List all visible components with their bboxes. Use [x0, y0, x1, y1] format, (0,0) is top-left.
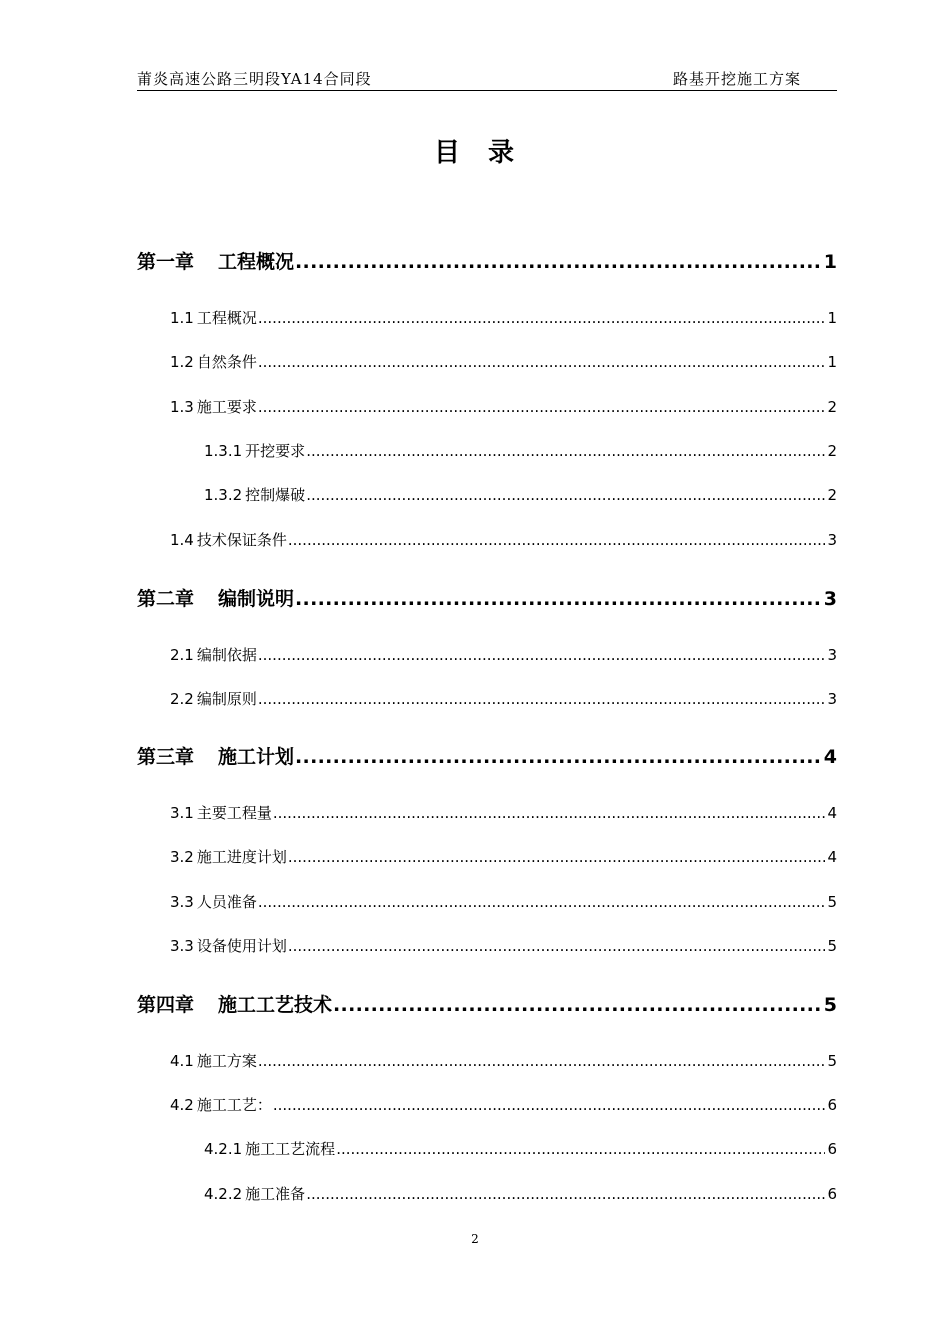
- toc-entry-label: 施工工艺技术: [218, 994, 333, 1016]
- toc-dot-leader: [258, 690, 826, 708]
- toc-dot-leader: [288, 848, 826, 866]
- toc-entry-label: 设备使用计划: [196, 937, 287, 955]
- toc-entry-label: 技术保证条件: [196, 531, 287, 549]
- toc-entry-page: 5: [827, 893, 837, 911]
- toc-entry-number: 3.1: [170, 804, 194, 822]
- toc-entry-page: 3: [827, 690, 837, 708]
- toc-entry-page: 3: [823, 588, 837, 610]
- toc-dot-leader: [333, 994, 822, 1016]
- toc-entry-page: 4: [823, 746, 837, 768]
- toc-entry-label: 施工工艺：: [196, 1096, 272, 1114]
- toc-entry-page: 1: [823, 251, 837, 273]
- toc-entry-4-2-2[interactable]: [204, 1183, 837, 1204]
- toc-entry-page: 4: [827, 848, 837, 866]
- toc-entry-label: 施工要求: [196, 398, 257, 416]
- toc-entry-chapter-3[interactable]: [137, 742, 837, 769]
- toc-entry-number: 4.2: [170, 1096, 194, 1114]
- toc-entry-3-2[interactable]: [170, 846, 837, 867]
- toc-entry-number: 2.1: [170, 646, 194, 664]
- toc-entry-page: 4: [827, 804, 837, 822]
- toc-dot-leader: [288, 937, 826, 955]
- toc-entry-2-1[interactable]: [170, 644, 837, 665]
- toc-entry-number: 4.1: [170, 1052, 194, 1070]
- toc-entry-page: 5: [827, 1052, 837, 1070]
- toc-entry-page: 6: [827, 1140, 837, 1158]
- toc-entry-number: 1.3.2: [204, 486, 243, 504]
- toc-entry-number: 1.2: [170, 353, 194, 371]
- toc-entry-chapter-4[interactable]: [137, 990, 837, 1017]
- toc-entry-number: 第一章: [137, 251, 195, 273]
- toc-entry-label: 控制爆破: [245, 486, 306, 504]
- toc-entry-page: 2: [827, 442, 837, 460]
- toc-dot-leader: [295, 588, 822, 610]
- toc-entry-page: 6: [827, 1185, 837, 1203]
- toc-entry-label: 编制原则: [196, 690, 257, 708]
- toc-entry-label: 施工进度计划: [196, 848, 287, 866]
- toc-dot-leader: [336, 1140, 825, 1158]
- toc-entry-page: 6: [827, 1096, 837, 1114]
- page-number: 2: [471, 1232, 479, 1246]
- toc-title-char-1: 目: [433, 138, 462, 168]
- toc-entry-number: 1.3: [170, 398, 194, 416]
- toc-entry-number: 3.2: [170, 848, 194, 866]
- toc-entry-number: 第二章: [137, 588, 195, 610]
- toc-entry-page: 5: [827, 937, 837, 955]
- toc-entry-page: 1: [827, 353, 837, 371]
- toc-entry-1-1[interactable]: [170, 307, 837, 328]
- toc-entry-label: 开挖要求: [245, 442, 306, 460]
- toc-dot-leader: [258, 646, 826, 664]
- toc-dot-leader: [306, 1185, 825, 1203]
- toc-entry-3-1[interactable]: [170, 802, 837, 823]
- toc-entry-3-3[interactable]: [170, 891, 837, 912]
- toc-entry-page: 3: [827, 646, 837, 664]
- toc-entry-1-3[interactable]: [170, 396, 837, 417]
- toc-entry-label: 编制依据: [196, 646, 257, 664]
- toc-entry-number: 1.4: [170, 531, 194, 549]
- toc-entry-number: 第三章: [137, 746, 195, 768]
- toc-entry-label: 编制说明: [218, 588, 295, 610]
- toc-entry-label: 施工计划: [218, 746, 295, 768]
- toc-entry-3-3-equipment[interactable]: [170, 935, 837, 956]
- toc-dot-leader: [306, 442, 825, 460]
- toc-entry-4-1[interactable]: [170, 1050, 837, 1071]
- toc-dot-leader: [273, 1096, 826, 1114]
- toc-entry-page: 3: [827, 531, 837, 549]
- toc-entry-page: 1: [827, 309, 837, 327]
- header-document-name: 路基开挖施工方案: [672, 70, 801, 88]
- toc-dot-leader: [273, 804, 826, 822]
- toc-entry-page: 2: [827, 398, 837, 416]
- toc-entry-label: 工程概况: [218, 251, 295, 273]
- toc-entry-1-3-2[interactable]: [204, 484, 837, 505]
- toc-entry-label: 施工准备: [245, 1185, 306, 1203]
- toc-entry-number: 3.3: [170, 893, 194, 911]
- toc-entry-label: 工程概况: [196, 309, 257, 327]
- toc-dot-leader: [258, 309, 826, 327]
- toc-entry-number: 2.2: [170, 690, 194, 708]
- toc-entry-2-2[interactable]: [170, 688, 837, 709]
- toc-entry-number: 4.2.1: [204, 1140, 243, 1158]
- toc-dot-leader: [258, 1052, 826, 1070]
- toc-entry-number: 1.3.1: [204, 442, 243, 460]
- toc-entry-chapter-2[interactable]: [137, 584, 837, 611]
- toc-dot-leader: [258, 398, 826, 416]
- toc-dot-leader: [258, 893, 826, 911]
- toc-entry-1-4[interactable]: [170, 529, 837, 550]
- toc-entry-number: 3.3: [170, 937, 194, 955]
- toc-entry-label: 主要工程量: [196, 804, 272, 822]
- header-project-name: 莆炎高速公路三明段YA14合同段: [137, 70, 372, 88]
- toc-entry-label: 自然条件: [196, 353, 257, 371]
- toc-entry-page: 2: [827, 486, 837, 504]
- toc-dot-leader: [295, 251, 822, 273]
- toc-dot-leader: [295, 746, 822, 768]
- toc-entry-1-2[interactable]: [170, 351, 837, 372]
- toc-entry-number: 1.1: [170, 309, 194, 327]
- toc-entry-number: 4.2.2: [204, 1185, 243, 1203]
- toc-entry-chapter-1[interactable]: [137, 247, 837, 274]
- toc-entry-1-3-1[interactable]: [204, 440, 837, 461]
- toc-entry-page: 5: [823, 994, 837, 1016]
- toc-entry-label: 人员准备: [196, 893, 257, 911]
- toc-entry-label: 施工方案: [196, 1052, 257, 1070]
- toc-entry-label: 施工工艺流程: [245, 1140, 336, 1158]
- toc-entry-4-2-1[interactable]: [204, 1138, 837, 1159]
- toc-entry-number: 第四章: [137, 994, 195, 1016]
- toc-dot-leader: [288, 531, 826, 549]
- toc-dot-leader: [258, 353, 826, 371]
- toc-dot-leader: [306, 486, 825, 504]
- toc-entry-4-2[interactable]: [170, 1094, 837, 1115]
- toc-title-char-2: 录: [488, 138, 517, 168]
